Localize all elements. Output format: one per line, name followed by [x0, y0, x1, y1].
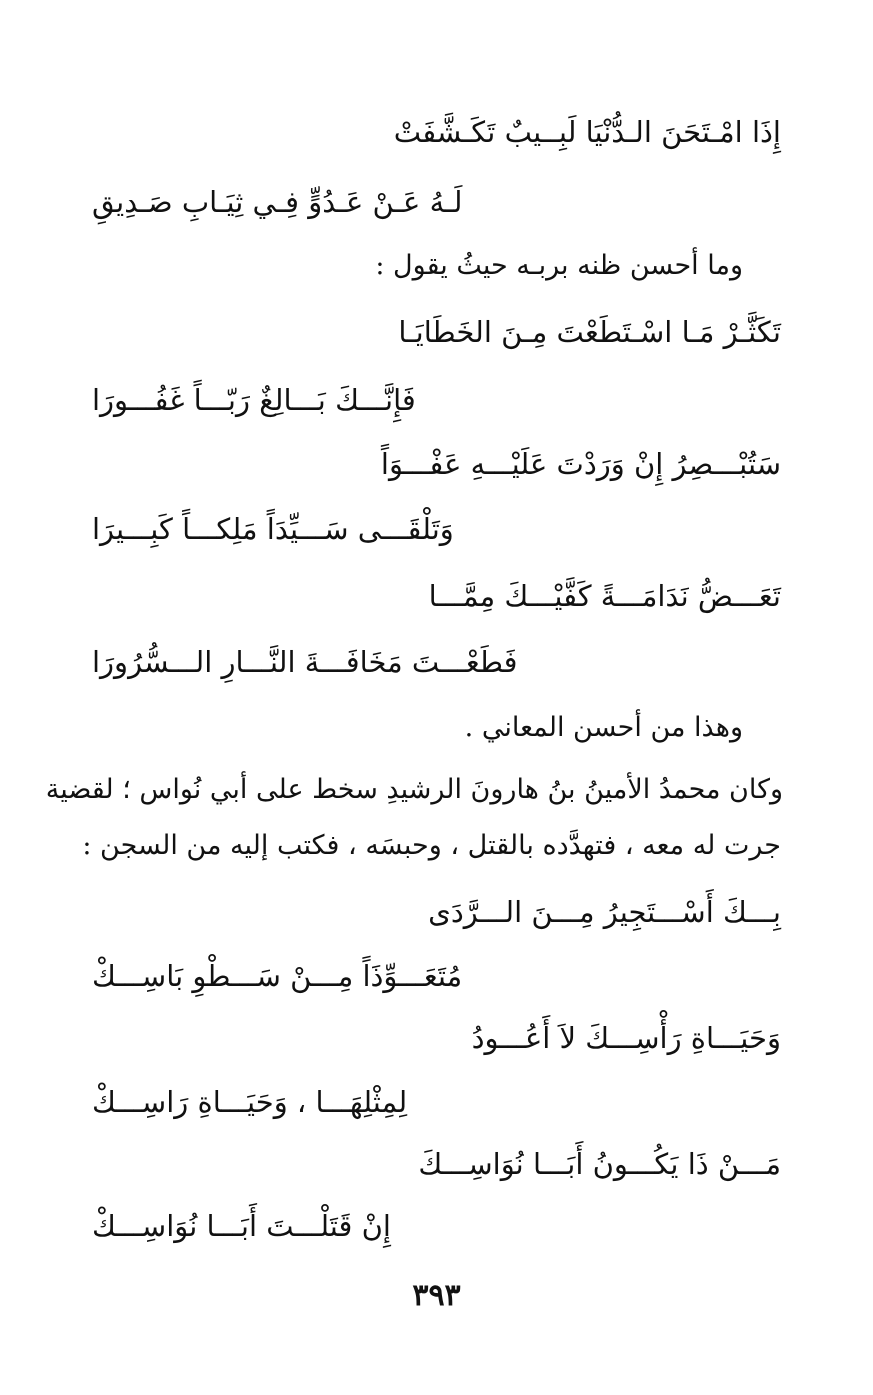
verse-line-14: إِنْ قَتَلْـــتَ أَبَـــا نُوَاسِـــكْ: [92, 1209, 391, 1243]
verse-line-12: لِمِثْلِهَـــا ، وَحَيَـــاةِ رَاسِـــكْ: [92, 1085, 408, 1119]
verse-line-10: مُتَعَـــوِّذَاً مِـــنْ سَـــطْوِ بَاسِـــكْ: [92, 959, 463, 993]
verse-line-3: تَكَثَّـرْ مَـا اسْـتَطَعْتَ مِـنَ الخَطَايَـا: [398, 315, 781, 349]
verse-line-8: فَطَعْـــتَ مَخَافَـــةَ النَّـــارِ الـــسُّرُورَا: [92, 645, 518, 679]
verse-line-11: وَحَيَـــاةِ رَأْسِـــكَ لاَ أَعُـــودُ: [471, 1021, 781, 1055]
verse-line-13: مَـــنْ ذَا يَكُـــونُ أَبَـــا نُوَاسِـــكَ: [418, 1147, 781, 1181]
verse-line-9: بِـــكَ أَسْـــتَجِيرُ مِـــنَ الـــرَّدَى: [428, 895, 781, 929]
verse-line-6: وَتَلْقَـــى سَـــيِّدَاً مَلِكـــاً كَبِـــيرَا: [92, 512, 454, 546]
prose-line-intro: وما أحسن ظنه بربـه حيثُ يقول :: [375, 250, 743, 281]
verse-line-4: فَإِنَّـــكَ بَـــالِغٌ رَبّـــاً غَفُـــورَا: [92, 383, 416, 417]
prose-line-comment: وهذا من أحسن المعاني .: [464, 712, 743, 743]
page-number: ٣٩٣: [412, 1278, 461, 1313]
prose-line-story-1: وكان محمدُ الأمينُ بنُ هارونَ الرشيدِ سخط على أبي نُواس ؛ لقضية: [45, 774, 783, 805]
prose-line-story-2: جرت له معه ، فتهدَّده بالقتل ، وحبسَه ، فكتب إليه من السجن :: [82, 830, 781, 861]
verse-line-7: تَعَـــضُّ نَدَامَـــةً كَفَّيْـــكَ مِمَّـــا: [428, 579, 781, 613]
verse-line-2: لَـهُ عَـنْ عَـدُوٍّ فِـي ثِيَـابِ صَـدِيقِ: [92, 185, 463, 219]
verse-line-1: إِذَا امْـتَحَنَ الـدُّنْيَا لَبِــيبٌ تَكَـشَّفَتْ: [393, 115, 781, 149]
verse-line-5: سَتُبْـــصِرُ إِنْ وَرَدْتَ عَلَيْـــهِ عَفْـــوَاً: [380, 447, 781, 481]
